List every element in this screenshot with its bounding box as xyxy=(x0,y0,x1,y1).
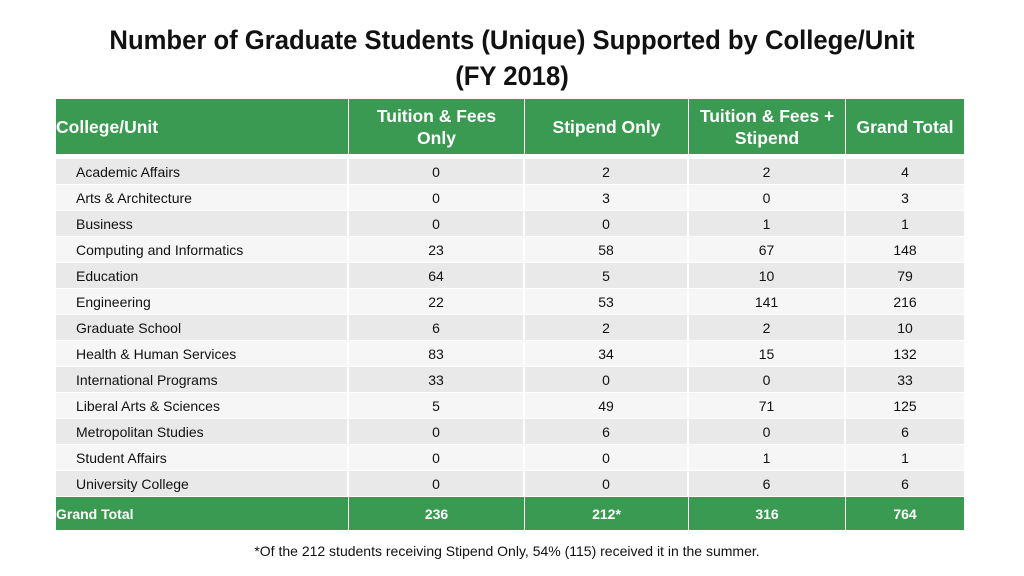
cell-tuition-fees-only: 64 xyxy=(349,263,525,289)
cell-tuition-fees-stipend: 6 xyxy=(689,471,846,497)
cell-college-unit: Academic Affairs xyxy=(56,159,349,185)
cell-tuition-fees-stipend: 71 xyxy=(689,393,846,419)
cell-tuition-fees-only: 6 xyxy=(349,315,525,341)
cell-college-unit: International Programs xyxy=(56,367,349,393)
header-stipend-only: Stipend Only xyxy=(525,99,689,154)
cell-tuition-fees-stipend: 0 xyxy=(689,185,846,211)
cell-college-unit: Student Affairs xyxy=(56,445,349,471)
cell-tuition-fees-stipend: 15 xyxy=(689,341,846,367)
cell-stipend-only: 0 xyxy=(525,211,689,237)
header-grand-total: Grand Total xyxy=(846,99,964,154)
cell-grand-total: 33 xyxy=(846,367,964,393)
graduate-students-table xyxy=(56,99,964,530)
table-row xyxy=(56,263,964,289)
cell-grand-total: 148 xyxy=(846,237,964,263)
cell-grand-total: 216 xyxy=(846,289,964,315)
cell-tuition-fees-stipend: 10 xyxy=(689,263,846,289)
cell-tuition-fees-only: 22 xyxy=(349,289,525,315)
table-row xyxy=(56,289,964,315)
header-tuition-fees-stipend-line-1: Tuition & Fees + xyxy=(699,105,835,126)
cell-grand-total: 1 xyxy=(846,445,964,471)
cell-tuition-fees-stipend: 1 xyxy=(689,211,846,237)
cell-tuition-fees-stipend: 67 xyxy=(689,237,846,263)
footnote: *Of the 212 students receiving Stipend Only, 54% (115) received it in the summer. xyxy=(254,543,760,559)
cell-tuition-fees-only: 23 xyxy=(349,237,525,263)
cell-tuition-fees-only: 0 xyxy=(349,445,525,471)
cell-stipend-only: 0 xyxy=(525,367,689,393)
grand-total-row xyxy=(56,497,964,530)
cell-grand-total: 10 xyxy=(846,315,964,341)
cell-stipend-only: 2 xyxy=(525,315,689,341)
header-tuition-fees-only xyxy=(349,99,525,154)
title-line-1: Number of Graduate Students (Unique) Supported by College/Unit xyxy=(109,25,915,55)
cell-tuition-fees-stipend: 141 xyxy=(689,289,846,315)
cell-stipend-only: 5 xyxy=(525,263,689,289)
cell-college-unit: Business xyxy=(56,211,349,237)
cell-tuition-fees-stipend: 0 xyxy=(689,419,846,445)
cell-stipend-only: 58 xyxy=(525,237,689,263)
cell-grand-total: 1 xyxy=(846,211,964,237)
cell-tuition-fees-only: 0 xyxy=(349,211,525,237)
cell-college-unit: Arts & Architecture xyxy=(56,185,349,211)
grand-total-tuition-fees-stipend: 316 xyxy=(689,497,846,530)
cell-tuition-fees-only: 0 xyxy=(349,471,525,497)
cell-stipend-only: 0 xyxy=(525,445,689,471)
cell-tuition-fees-stipend: 0 xyxy=(689,367,846,393)
cell-college-unit: Liberal Arts & Sciences xyxy=(56,393,349,419)
header-tuition-fees-only-line-1: Tuition & Fees xyxy=(376,105,497,126)
cell-grand-total: 79 xyxy=(846,263,964,289)
table-row xyxy=(56,393,964,419)
grand-total-stipend-only: 212* xyxy=(525,497,689,530)
table-row xyxy=(56,471,964,497)
cell-tuition-fees-only: 0 xyxy=(349,159,525,185)
cell-stipend-only: 3 xyxy=(525,185,689,211)
header-tuition-fees-only-line-2: Only xyxy=(417,127,456,148)
cell-tuition-fees-only: 5 xyxy=(349,393,525,419)
cell-tuition-fees-only: 0 xyxy=(349,419,525,445)
cell-college-unit: Metropolitan Studies xyxy=(56,419,349,445)
cell-stipend-only: 34 xyxy=(525,341,689,367)
table-row xyxy=(56,341,964,367)
cell-college-unit: Engineering xyxy=(56,289,349,315)
cell-college-unit: Education xyxy=(56,263,349,289)
table-row xyxy=(56,419,964,445)
cell-grand-total: 132 xyxy=(846,341,964,367)
cell-stipend-only: 6 xyxy=(525,419,689,445)
cell-college-unit: Graduate School xyxy=(56,315,349,341)
table-row xyxy=(56,445,964,471)
cell-stipend-only: 49 xyxy=(525,393,689,419)
cell-tuition-fees-stipend: 2 xyxy=(689,315,846,341)
title-line-2: (FY 2018) xyxy=(455,61,569,91)
table-row xyxy=(56,159,964,185)
cell-grand-total: 4 xyxy=(846,159,964,185)
cell-tuition-fees-only: 83 xyxy=(349,341,525,367)
cell-college-unit: University College xyxy=(56,471,349,497)
table-row xyxy=(56,367,964,393)
table-row xyxy=(56,211,964,237)
table-body xyxy=(56,154,964,497)
cell-tuition-fees-only: 33 xyxy=(349,367,525,393)
header-tuition-fees-stipend-line-2: Stipend xyxy=(734,127,800,148)
grand-total-label: Grand Total xyxy=(56,497,349,530)
table-header-row xyxy=(56,99,964,154)
cell-tuition-fees-only: 0 xyxy=(349,185,525,211)
cell-tuition-fees-stipend: 2 xyxy=(689,159,846,185)
cell-grand-total: 6 xyxy=(846,471,964,497)
cell-grand-total: 125 xyxy=(846,393,964,419)
grand-total-overall: 764 xyxy=(846,497,964,530)
cell-grand-total: 3 xyxy=(846,185,964,211)
table-row xyxy=(56,185,964,211)
cell-stipend-only: 0 xyxy=(525,471,689,497)
table-row xyxy=(56,315,964,341)
cell-tuition-fees-stipend: 1 xyxy=(689,445,846,471)
cell-stipend-only: 53 xyxy=(525,289,689,315)
table-row xyxy=(56,237,964,263)
cell-grand-total: 6 xyxy=(846,419,964,445)
header-tuition-fees-stipend xyxy=(689,99,846,154)
header-college-unit: College/Unit xyxy=(56,99,349,154)
cell-college-unit: Health & Human Services xyxy=(56,341,349,367)
cell-college-unit: Computing and Informatics xyxy=(56,237,349,263)
page-title xyxy=(26,22,999,94)
cell-stipend-only: 2 xyxy=(525,159,689,185)
grand-total-tuition-fees-only: 236 xyxy=(349,497,525,530)
